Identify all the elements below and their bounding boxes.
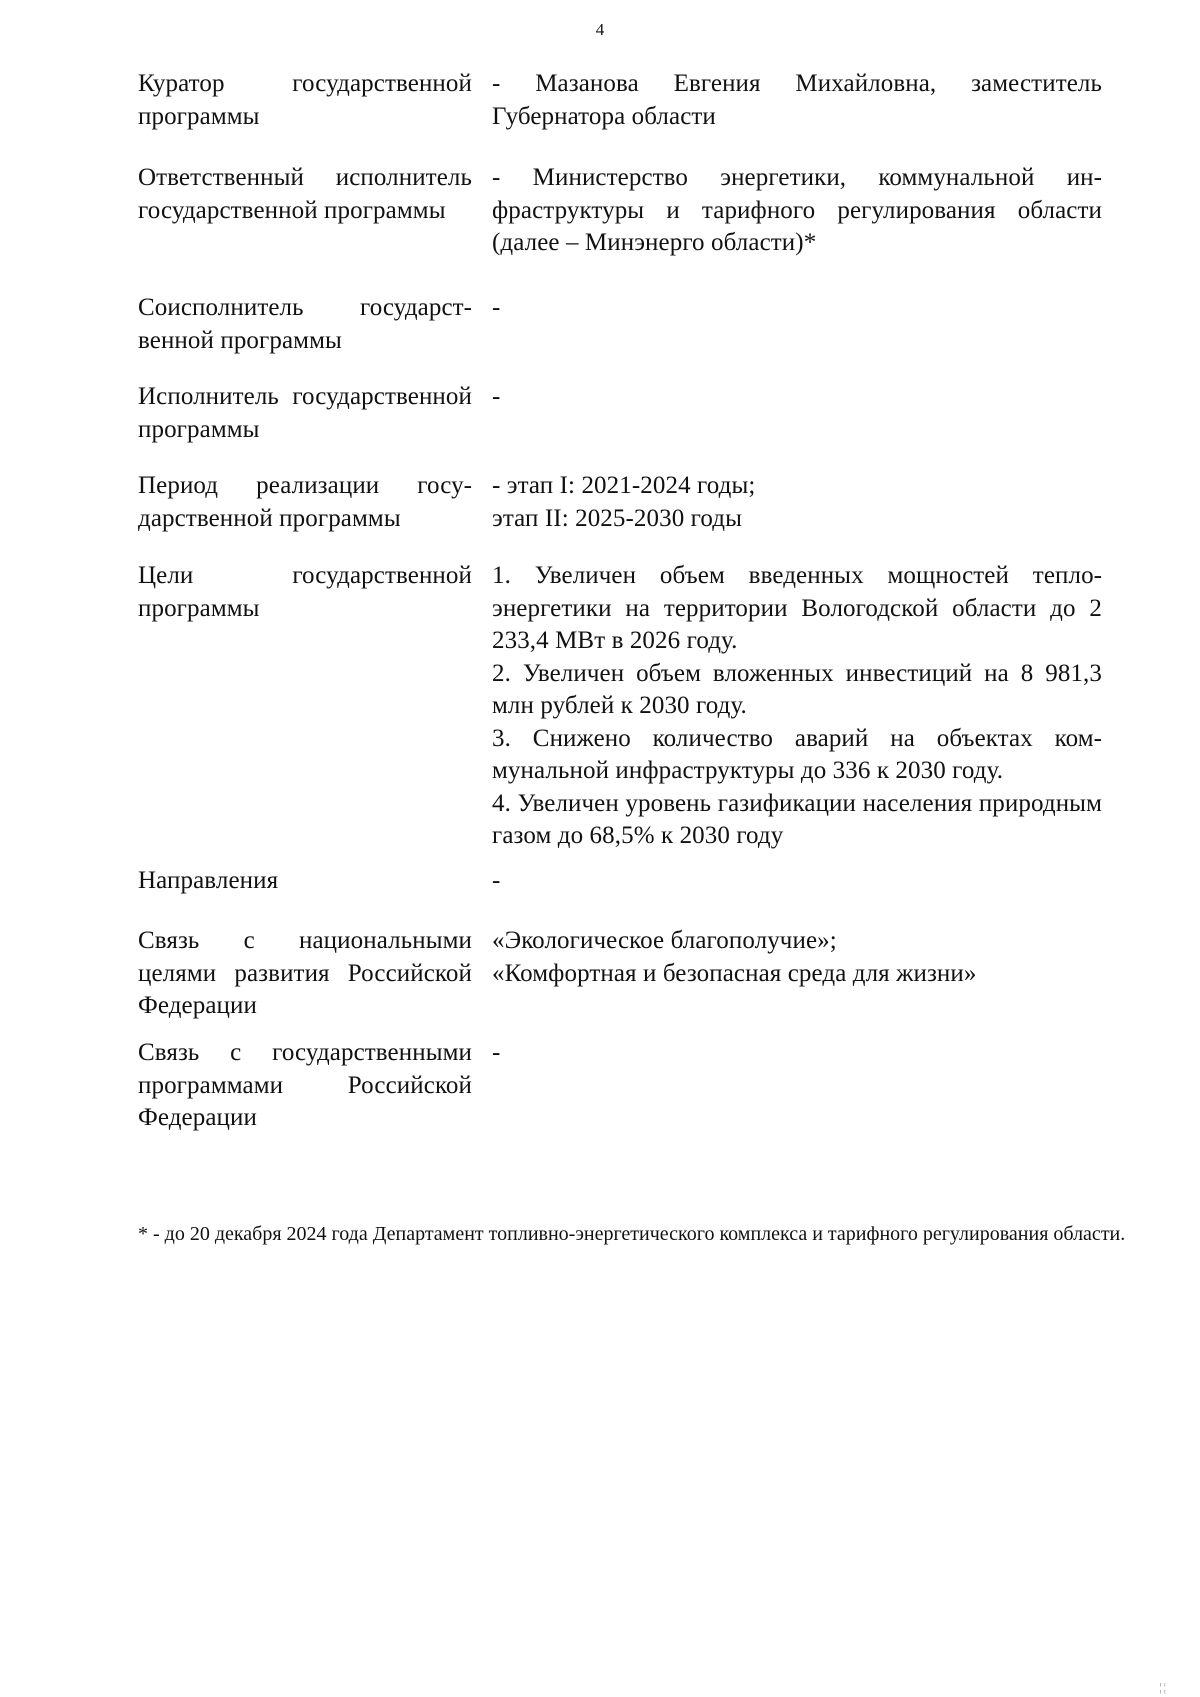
page-number: 4 (595, 20, 605, 39)
goal-item: 2. Увеличен объем вложенных инвестиций на 8 981,3 млн рублей к 2030 году. (492, 659, 1102, 719)
goal-item: 3. Снижено количество аварий на объектах коммунальной инфраструктуры до 336 к 2030 году. (492, 724, 1102, 784)
passport-row-period (138, 470, 1102, 560)
value-line: - (492, 1039, 501, 1066)
row-label: Исполнитель государственной программы (138, 383, 472, 443)
scan-artifact-mark: ¦¦ (1159, 1680, 1168, 1694)
row-label: Ответственный исполнитель государственной программы (138, 164, 472, 224)
value-line: этап II: 2025-2030 годы (492, 504, 743, 532)
goal-item: 1. Увеличен объем введенных мощностей теплоэнергетики на территории Вологодской области до 2 233,4 МВт в 2026 году. (492, 562, 1102, 654)
row-label: Связь с государственными программами Российской Федерации (138, 1039, 472, 1131)
row-value (492, 470, 1102, 535)
row-label: Связь с национальными целями развития Российской Федерации (138, 927, 472, 1019)
row-value (492, 162, 1102, 260)
row-value (492, 68, 1102, 133)
row-label: Цели государственной программы (138, 562, 472, 622)
value-line: - (492, 867, 501, 894)
row-value (492, 560, 1102, 853)
passport-row-responsible-executor (138, 162, 1102, 292)
passport-row-goals (138, 560, 1102, 865)
row-label: Период реализации государственной программы (138, 472, 472, 532)
passport-row-co-executor (138, 292, 1102, 381)
row-value (492, 865, 1102, 898)
goal-item: 4. Увеличен уровень газификации населения природным газом до 68,5% к 2030 году (492, 789, 1102, 849)
value-line: - этап I: 2021-2024 годы; (492, 472, 756, 499)
row-label: Куратор государственной программы (138, 70, 472, 130)
value-line: «Экологическое благополучие»; (492, 927, 837, 954)
passport-row-national-goals (138, 925, 1102, 1037)
value-line: - Министерство энергетики, коммунальной инфраструктуры и тарифного регулирования области (далее – Минэнерго области)* (492, 164, 1102, 256)
value-line: - Мазанова Евгения Михайловна, заместитель Губернатора области (492, 70, 1102, 130)
value-line: - (492, 294, 501, 321)
passport-row-executor (138, 381, 1102, 470)
row-value (492, 925, 1102, 990)
row-label: Направления (138, 867, 279, 894)
program-passport-table (138, 68, 1102, 1147)
row-label: Соисполнитель государственной программы (138, 294, 472, 354)
value-line: «Комфортная и безопасная среда для жизни» (492, 959, 977, 987)
row-value (492, 292, 1102, 325)
passport-row-directions (138, 865, 1102, 925)
value-line: - (492, 383, 501, 410)
row-value (492, 1037, 1102, 1070)
passport-row-curator (138, 68, 1102, 162)
footnote: * - до 20 декабря 2024 года Департамент топливно-энергетического комплекса и тарифного регулирования области. (138, 1223, 1126, 1245)
row-value (492, 381, 1102, 414)
passport-row-federal-programs (138, 1037, 1102, 1147)
